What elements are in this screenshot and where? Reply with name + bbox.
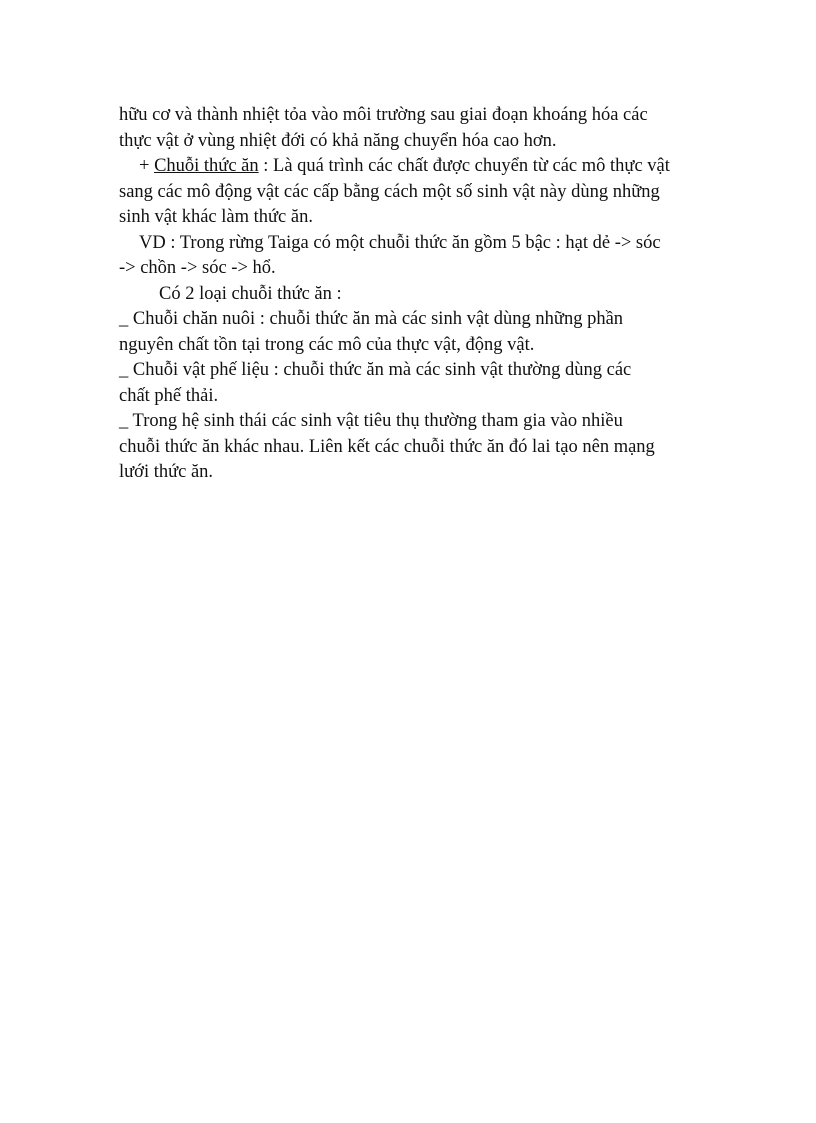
definition-prefix: + <box>139 156 155 176</box>
example-line: VD : Trong rừng Taiga có một chuỗi thức ăn gồm 5 bậc : hạt dẻ -> sóc <box>139 232 661 253</box>
list-item: _ Chuỗi chăn nuôi : chuỗi thức ăn mà các sinh vật dùng những phần <box>119 309 624 329</box>
list-item: _ Chuỗi vật phế liệu : chuỗi thức ăn mà các sinh vật thường dùng các <box>119 360 632 380</box>
text-line: hữu cơ và thành nhiệt tỏa vào môi trường sau giai đoạn khoáng hóa các <box>119 105 648 125</box>
definition-text: : Là quá trình các chất được chuyển từ các mô thực vật <box>258 156 670 176</box>
text-line: chất phế thải. <box>119 385 219 406</box>
list-item: _ Trong hệ sinh thái các sinh vật tiêu thụ thường tham gia vào nhiều <box>119 411 623 431</box>
body-text <box>119 103 719 486</box>
text-line: sinh vật khác làm thức ăn. <box>119 207 313 227</box>
definition-line <box>119 154 719 180</box>
text-line: sang các mô động vật các cấp bằng cách một số sinh vật này dùng những <box>119 181 660 202</box>
text-line: chuỗi thức ăn khác nhau. Liên kết các chuỗi thức ăn đó lai tạo nên mạng <box>119 436 655 457</box>
text-line: thực vật ở vùng nhiệt đới có khả năng chuyển hóa cao hơn. <box>119 130 557 151</box>
text-line: lưới thức ăn. <box>119 462 214 482</box>
text-line: nguyên chất tồn tại trong các mô của thực vật, động vật. <box>119 334 535 355</box>
subheading-line: Có 2 loại chuỗi thức ăn : <box>159 283 342 304</box>
text-line: -> chồn -> sóc -> hổ. <box>119 258 276 278</box>
definition-term: Chuỗi thức ăn <box>154 156 259 176</box>
